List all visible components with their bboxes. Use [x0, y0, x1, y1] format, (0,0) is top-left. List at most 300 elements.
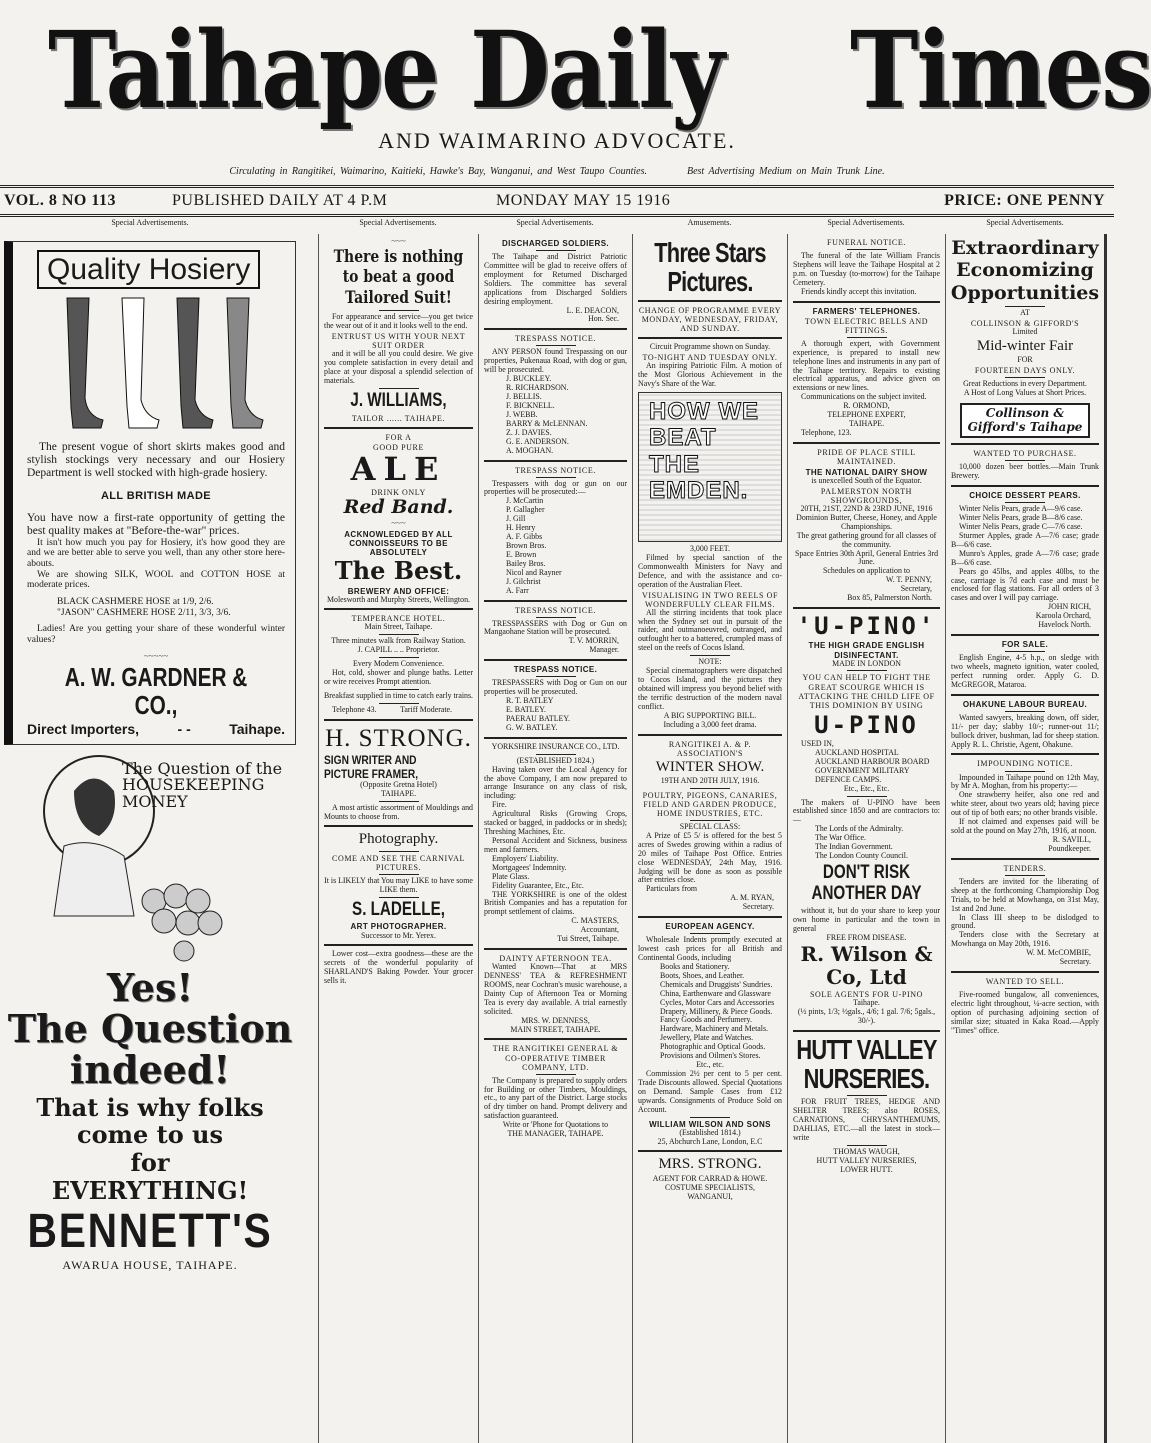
signature-line: Tui Street, Taihape. — [557, 934, 619, 944]
centered-line: J. CAPILL .. .. Proprietor. — [357, 645, 440, 655]
list-item: Chemicals and Druggists' Sundries. — [660, 979, 773, 989]
paragraph: In Class III sheep to be dislodged to ground. — [951, 912, 1099, 931]
centered-line: TAIHAPE. — [848, 419, 885, 429]
display-heading: WINTER SHOW. — [655, 758, 765, 775]
best-medium-text: Best Advertising Medium on Main Trunk Line. — [686, 166, 885, 177]
centered-line: LOWER HUTT. — [840, 1164, 893, 1174]
notice-subheading: FUNERAL NOTICE. — [827, 238, 906, 247]
signature-line: Secretary, — [900, 584, 932, 594]
centered-line: AGENT FOR CARRAD & HOWE. — [652, 1173, 768, 1183]
product-name: 'U-PINO' — [796, 612, 937, 641]
notice-subheading: PALMERSTON NORTH SHOWGROUNDS, — [820, 486, 913, 505]
list-item: PAERAU BATLEY. — [506, 713, 571, 723]
short-rule — [379, 388, 419, 389]
centered-line: It is LIKELY that You may LIKE to have some LIKE them. — [324, 875, 473, 894]
signature-line: Manager. — [589, 645, 619, 655]
centered-line: is unexcelled South of the Equator. — [811, 475, 922, 485]
list-item: J. McCartin — [506, 496, 544, 506]
notice-subheading: IMPOUNDING NOTICE. — [977, 759, 1073, 769]
notice-subheading: RANGITIKEI A. & P. ASSOCIATION'S — [668, 739, 752, 758]
price: PRICE: ONE PENNY — [944, 192, 1105, 209]
paragraph: USED IN, — [801, 738, 834, 748]
paragraph: Munro's Apples, grade A—7/6 case; grade B—6/6 case. — [951, 548, 1099, 567]
centered-line: HUTT VALLEY NURSERIES, — [816, 1155, 917, 1165]
divider — [793, 442, 940, 444]
divider — [951, 634, 1099, 636]
signature-line: Accountant, — [580, 925, 619, 935]
signature-line: JOHN RICH, — [1048, 602, 1091, 612]
centered-line: Write or 'Phone for Quotations to — [502, 1120, 609, 1130]
paragraph: The makers of U-PINO have been established since 1850 and are contractors to:— — [793, 797, 940, 825]
paragraph: Five-roomed bungalow, all conveniences, electric light throughout, ¼-acre section, with option of purchasing adjoining section of similar size; situated in Kaka Road.—Apply "Times" office. — [951, 990, 1099, 1035]
list-item: E. BATLEY. — [506, 705, 546, 715]
column-5 — [787, 234, 945, 1443]
notice-heading: THE NATIONAL DAIRY SHOW — [805, 467, 928, 477]
list-item: The Lords of the Admiralty. — [815, 824, 904, 834]
notice-heading: DISCHARGED SOLDIERS. — [501, 239, 610, 248]
column-2 — [318, 234, 478, 1443]
list-item: H. Henry — [506, 523, 536, 533]
short-rule — [1005, 711, 1045, 712]
section-header: Special Advertisements. — [516, 218, 594, 227]
paragraph: Wholesale Indents promptly executed at lowest cash prices for all British and Continental Goods, including — [638, 935, 782, 962]
circulation-line — [0, 166, 1114, 177]
centered-line: Three minutes walk from Railway Station. — [331, 636, 466, 646]
paragraph: Telephone 43. Tariff Moderate. — [332, 704, 452, 714]
notice-heading: FOR SALE. — [1001, 640, 1049, 650]
display-heading: ALE — [350, 449, 447, 488]
paragraph: Tenders close with the Secretary at Mowhanga on May 20th, 1916. — [951, 930, 1099, 949]
short-rule — [847, 1095, 887, 1096]
short-rule — [1005, 306, 1045, 307]
divider — [793, 301, 940, 303]
advertiser-name: S. LADELLE, — [352, 898, 445, 920]
paragraph: An inspiring Patriotic Film. A motion of the Most Glorious Achievement in the Navy's Share of the War. — [638, 361, 782, 388]
paragraph: Winter Nelis Pears, grade B—8/6 case. — [959, 513, 1083, 523]
notice-subheading: TAILOR ...... TAIHAPE. — [351, 413, 446, 423]
all-british-made: ALL BRITISH MADE — [100, 489, 212, 502]
short-rule — [1005, 875, 1045, 876]
divider — [638, 916, 782, 918]
list-item: China, Earthenware and Glassware — [660, 988, 771, 998]
centered-line: Breakfast supplied in time to catch early trains. — [324, 691, 473, 701]
question-indeed-heading: The Question indeed! — [7, 1005, 293, 1092]
signature-line: Karoola Orchard, — [1035, 611, 1091, 621]
display-heading: The Best. — [334, 555, 463, 585]
short-rule — [379, 801, 419, 802]
display-heading: Mid-winter Fair — [976, 338, 1074, 355]
centered-line: AT — [1020, 308, 1030, 318]
paragraph: Lower cost—extra goodness—these are the secrets of the wonderful popularity of SHARLAND'S Baking Powder. Your grocer sells it. — [324, 949, 473, 986]
list-item: Hardware, Machinery and Metals. — [660, 1024, 769, 1034]
short-rule — [1005, 460, 1045, 461]
divider — [324, 608, 473, 610]
paragraph: The funeral of the late William Francis Stephens will leave the Taihape Hospital at 2 p.m. on Tuesday (to-morrow) for the Taihape Cemetery. — [793, 251, 940, 287]
divider — [951, 443, 1099, 445]
short-rule — [690, 1117, 730, 1118]
divider — [324, 944, 473, 946]
list-item: A. F. Gibbs — [506, 532, 543, 542]
volume-number: VOL. 8 NO 113 — [4, 192, 116, 209]
gardner-town: Taihape. — [229, 720, 285, 737]
centered-line: MADE IN LONDON — [832, 658, 901, 668]
list-item: E. Brown — [506, 549, 537, 559]
dashes: - - — [177, 720, 191, 737]
short-rule — [536, 250, 576, 251]
notice-subheading: TENDERS. — [1003, 863, 1047, 873]
centered-line: NOTE: — [698, 657, 722, 667]
short-rule — [690, 820, 730, 821]
notice-subheading: VISUALISING IN TWO REELS OF WONDERFULLY CLEAR FILMS. — [641, 590, 779, 609]
paragraph: Pears go 45lbs, and apples 40lbs, to the case, carriage is 7d each case and must be enclosed for flag stations. For all orders of 3 cases and over I will pay carriage. — [951, 566, 1099, 603]
centered-line: Etc., Etc., Etc. — [843, 783, 890, 793]
paragraph: Impounded in Taihape pound on 12th May, by Mr A. Moghan, from his property:— — [951, 772, 1099, 791]
bennetts-name: BENNETT'S — [27, 1205, 273, 1259]
short-rule — [1005, 502, 1045, 503]
short-rule — [536, 477, 576, 478]
centered-line: Including a 3,000 feet drama. — [663, 719, 757, 729]
list-item: J. BUCKLEY. — [506, 374, 552, 384]
everything-text: EVERYTHING! — [51, 1175, 249, 1205]
short-rule — [690, 655, 730, 656]
film-poster: HOW WE BEAT THE EMDEN. — [638, 392, 782, 542]
gardner-name: A. W. GARDNER & CO., — [64, 661, 248, 721]
housekeeping-money-illustration — [4, 751, 296, 961]
published-daily: PUBLISHED DAILY AT 4 P.M — [172, 192, 388, 209]
list-item: Photographic and Optical Goods. — [660, 1042, 766, 1052]
list-item: J. Gill — [506, 514, 526, 524]
paragraph: Commission 2½ per cent to 5 per cent. Trade Discounts allowed. Special Quotations on Demand. Sample Cases from £12 upwards. Consignments of Produce Sold on Account. — [638, 1068, 782, 1114]
gardner-footer — [27, 722, 285, 738]
divider — [484, 460, 627, 462]
paragraph: Employers' Liability. — [492, 853, 559, 863]
section-header: Special Advertisements. — [111, 218, 189, 227]
why-folks-text: That is why folks — [36, 1092, 264, 1122]
list-item: AUCKLAND HOSPITAL — [815, 747, 899, 757]
column-3 — [478, 234, 632, 1443]
paragraph: A most artistic assortment of Mouldings and Mounts to choose from. — [324, 802, 473, 821]
notice-subheading: YOU CAN HELP TO FIGHT THE GREAT SCOURGE WHICH IS ATTACKING THE CHILD LIFE OF THIS DOMINION BY USING — [798, 673, 935, 710]
notice-heading: BREWERY AND OFFICE: — [347, 586, 450, 596]
centered-line: 25, Abchurch Lane, London, E.C — [657, 1136, 763, 1146]
paragraph: Filmed by special sanction of the Commonwealth Ministers for Navy and Defence, and with the assistance and co-operation of the Australian Fleet. — [638, 552, 782, 589]
hose-price: BLACK CASHMERE HOSE at 1/9, 2/6. — [57, 596, 214, 607]
paragraph: Mortgagees' Indemnity. — [492, 862, 567, 872]
centered-line: TAIHAPE. — [380, 788, 417, 798]
paragraph: The Company is prepared to supply orders for Building or other Timbers, Mouldings, etc., to any part of the District. Large stocks of dry timber on hand. Prompt delivery and satisfaction guaranteed. — [484, 1075, 627, 1121]
list-item: A. Farr — [506, 585, 529, 595]
paragraph: If not claimed and expenses paid will be sold at the pound on May 27th, 1916, at noon. — [951, 817, 1099, 836]
notice-heading: WILLIAM WILSON AND SONS — [649, 1119, 771, 1129]
notice-subheading: TEMPERANCE HOTEL. — [351, 614, 446, 624]
notice-subheading: TO-NIGHT AND TUESDAY ONLY. — [642, 353, 778, 363]
list-item: The London County Council. — [815, 851, 908, 861]
masthead-word-times: Times — [850, 8, 1151, 133]
notice-heading: OHAKUNE LABOUR BUREAU. — [962, 699, 1088, 709]
short-rule — [379, 689, 419, 690]
divider — [484, 328, 627, 330]
section-header: Special Advertisements. — [359, 218, 437, 227]
display-heading: HUTT VALLEY NURSERIES. — [796, 1034, 937, 1094]
list-item: Drapery, Millinery, & Piece Goods. — [660, 1006, 773, 1016]
short-rule — [536, 754, 576, 755]
centered-line: MRS. W. DENNESS, — [521, 1015, 590, 1025]
centered-line: (½ pints, 1/3; ½gals., 4/6; 1 gal. 7/6; 5gals., 30/-). — [797, 1007, 936, 1026]
paragraph: Wanted sawyers, breaking down, off sider, 11/- per day; slabby 10/-; runner-out 11/; bullock driver, bushman, lad for sheep station. Apply R. L. Christie, Agent, Ohakune. — [951, 712, 1099, 749]
list-item: Brown Bros. — [506, 540, 547, 550]
short-rule — [379, 703, 419, 704]
centered-line: COSTUME SPECIALISTS, — [665, 1182, 755, 1192]
yes-heading: Yes! — [106, 964, 194, 1010]
divider — [484, 737, 627, 739]
centered-line: WANGANUI, — [687, 1191, 733, 1201]
brand-name: Red Band. — [343, 495, 454, 518]
notice-heading: THE HIGH GRADE ENGLISH DISINFECTANT. — [808, 641, 925, 660]
short-rule — [536, 1074, 576, 1075]
paragraph: The Taihape and District Patriotic Committee will be glad to receive offers of employment for Returned Discharged Soldiers. The committee has several applications from Discharged Soldiers desiring employment. — [484, 252, 627, 306]
paragraph: Telephone, 123. — [801, 427, 852, 437]
divider — [0, 214, 1114, 217]
signature-line: Secretary. — [1059, 957, 1091, 967]
display-heading: Extraordinary Economizing Opportunities — [950, 237, 1100, 304]
advertiser-name: R. Wilson & Co, Ltd — [800, 942, 933, 990]
centered-line: Etc., etc. — [696, 1060, 724, 1070]
centered-line: THE MANAGER, TAIHAPE. — [507, 1129, 604, 1139]
notice-heading: CHOICE DESSERT PEARS. — [969, 491, 1081, 501]
paragraph: Winter Nelis Pears, grade C—7/6 case. — [959, 521, 1083, 531]
signature-line: R. SAVILL, — [1052, 834, 1091, 844]
list-item: BARRY & McLENNAN. — [506, 418, 588, 428]
short-rule — [379, 851, 419, 852]
list-item: R. RICHARDSON. — [506, 383, 569, 393]
column-6 — [945, 234, 1107, 1443]
list-item: Boots, Shoes, and Leather. — [660, 970, 745, 980]
paragraph: Hot, cold, shower and plunge baths. Letter or wire receives Prompt attention. — [324, 668, 473, 687]
divider — [484, 600, 627, 602]
short-rule — [379, 897, 419, 898]
centered-line: FOR — [1017, 355, 1033, 365]
list-item: G. E. ANDERSON. — [506, 436, 569, 446]
list-item: Fancy Goods and Perfumery. — [660, 1015, 752, 1025]
centered-line: TELEPHONE EXPERT, — [827, 410, 906, 420]
notice-subheading: WANTED TO SELL. — [985, 977, 1065, 987]
paragraph: Winter Nelis Pears, grade A—9/6 case. — [959, 504, 1083, 514]
masthead-word-taihape: Taihape — [48, 8, 438, 133]
list-item: Jewellery, Plate and Watches. — [660, 1033, 754, 1043]
paragraph: One strawberry heifer, also one red and white steer, about two years old; having piece out of tip of both ears; no other brands visible. — [951, 790, 1099, 818]
notice-heading: EUROPEAN AGENCY. — [665, 922, 755, 932]
paragraph: TRESPASSERS with Dog or Gun on our properties will be prosecuted. — [484, 678, 627, 697]
masthead-subtitle: AND WAIMARINO ADVOCATE. — [378, 128, 736, 153]
divider — [793, 1030, 940, 1032]
signature-line: Secretary. — [742, 902, 774, 912]
paragraph: TRESSPASSERS with Dog or Gun on Mangaohane Station will be prosecuted. — [484, 618, 627, 637]
centered-line: Molesworth and Murphy Streets, Wellington. — [327, 594, 470, 604]
notice-subheading: TOWN ELECTRIC BELLS AND FITTINGS. — [804, 316, 929, 335]
short-rule — [1005, 771, 1045, 772]
issue-date: MONDAY MAY 15 1916 — [496, 192, 671, 209]
short-rule — [1005, 651, 1045, 652]
centered-line: (ESTABLISHED 1824.) — [516, 755, 595, 765]
paragraph: Particulars from — [646, 884, 698, 894]
hosiery-text: We are showing SILK, WOOL and COTTON HOSE at moderate prices. — [27, 569, 285, 591]
notice-subheading: COLLINSON & GIFFORD'S — [970, 319, 1080, 329]
notice-heading: FARMERS' TELEPHONES. — [812, 306, 921, 316]
paragraph: 10,000 dozen beer bottles.—Main Trunk Brewery. — [951, 462, 1099, 481]
issue-info-row — [0, 190, 1105, 214]
list-item: The Indian Government. — [815, 842, 893, 852]
notice-heading: ART PHOTOGRAPHER. — [350, 922, 447, 932]
list-item: The War Office. — [815, 833, 866, 843]
ornament: ~~~~~ — [143, 650, 169, 661]
list-item: G. W. BATLEY. — [506, 722, 558, 732]
short-rule — [847, 249, 887, 250]
notice-subheading: DRINK ONLY — [371, 487, 426, 497]
centered-line: (Opposite Gretna Hotel) — [360, 779, 437, 789]
notice-subheading: POULTRY, PIGEONS, CANARIES, FIELD AND GARDEN PRODUCE, HOME INDUSTRIES, ETC. — [642, 790, 778, 818]
masthead-word-daily: Daily — [470, 8, 723, 133]
centered-line: FREE FROM DISEASE. — [826, 932, 907, 942]
list-item: R. T. BATLEY — [506, 696, 554, 706]
list-item: AUCKLAND HARBOUR BOARD — [815, 756, 930, 766]
display-heading: Photography. — [358, 831, 439, 848]
hose-price: "JASON" CASHMERE HOSE 2/11, 3/3, 3/6. — [57, 607, 231, 618]
centered-line: YORKSHIRE INSURANCE CO., LTD. — [491, 741, 620, 751]
centered-line: R. ORMOND, — [843, 401, 890, 411]
column-4 — [632, 234, 787, 1443]
signature-line: Hon. Sec. — [588, 314, 619, 324]
signature-line: A. M. RYAN, — [730, 893, 774, 903]
short-rule — [379, 310, 419, 311]
notice-heading: TRESPASS NOTICE. — [513, 665, 598, 675]
short-rule — [847, 796, 887, 797]
short-rule — [690, 788, 730, 789]
hosiery-vogue-text: The present vogue of short skirts makes good and stylish stockings very necessary and our Hosiery Department is well stocked with high-grade hosiery. — [27, 441, 285, 479]
list-item: Bailey Bros. — [506, 558, 546, 568]
display-heading: Three Stars Pictures. — [654, 237, 766, 297]
hosiery-advertisement — [4, 241, 296, 745]
centered-line: 20TH, 21ST, 22ND & 23RD JUNE, 1916 — [800, 503, 933, 513]
notice-subheading: TRESPASS NOTICE. — [515, 605, 596, 615]
paragraph: English Engine, 4-5 h.p., on sledge with two wheels, magneto ignition, water cooled, perfect running order. Apply G. D. McGREGOR, Mataroa. — [951, 653, 1099, 689]
notice-subheading: FOURTEEN DAYS ONLY. — [974, 366, 1076, 376]
paragraph: Sturmer Apples, grade A—7/6 case; grade B—6/6 case. — [951, 530, 1099, 549]
notice-subheading: COME AND SEE THE CARNIVAL PICTURES. — [332, 853, 465, 872]
awarua-house-address: AWARUA HOUSE, TAIHAPE. — [62, 1257, 238, 1272]
ornament: ~~~ — [391, 236, 406, 246]
signature-line: C. MASTERS, — [571, 916, 619, 926]
notice-subheading: PRIDE OF PLACE STILL MAINTAINED. — [817, 447, 916, 466]
paragraph: Friends kindly accept this invitation. — [801, 286, 917, 296]
paragraph: Trespassers with dog or gun on our properties will be prosecuted:— — [484, 478, 627, 497]
short-rule — [847, 670, 887, 671]
short-rule — [536, 617, 576, 618]
signature-line: Box 85, Palmerston North. — [847, 593, 932, 603]
notice-subheading: TRESPASS NOTICE. — [515, 465, 596, 475]
divider — [638, 337, 782, 339]
column-1 — [0, 234, 304, 1443]
centered-line: Successor to Mr. Yerex. — [361, 930, 436, 940]
paragraph: For appearance and service—you get twice the wear out of it and it looks well to the end. — [324, 312, 473, 331]
divider — [324, 427, 473, 429]
divider — [324, 719, 473, 721]
advertiser-subtitle: SIGN WRITER AND PICTURE FRAMER, — [324, 753, 419, 781]
notice-subheading: WANTED TO PURCHASE. — [973, 449, 1077, 459]
section-header: Special Advertisements. — [827, 218, 905, 227]
signature-line: W. M. McCOMBIE, — [1026, 948, 1091, 958]
display-heading: There is nothing to beat a good Tailored Suit! — [333, 247, 464, 308]
paragraph: Agricultural Risks (Growing Crops, stacked or bagged, in paddocks or in sheds); Threshing Machines, Etc. — [484, 809, 627, 837]
short-rule — [690, 933, 730, 934]
divider — [951, 858, 1099, 860]
notice-subheading: SOLE AGENTS FOR U-PINO — [810, 990, 923, 1000]
paragraph: Fidelity Guarantee, Etc., Etc. — [492, 880, 584, 890]
notice-subheading: FOR A — [385, 432, 412, 442]
divider — [324, 825, 473, 827]
paragraph: Fire. — [492, 800, 507, 810]
centered-line: Taihape. — [853, 998, 880, 1008]
paragraph: All the stirring incidents that took place when the Sydney set out in pursuit of the raider, and outmanoeuvred, outranged, and outfought her to a battered, crumpled mass of steel on the reefs of Cocos Island. — [638, 607, 782, 653]
paragraph: Special cinematographers were dispatched to Cocos Island, and the pictures they obtained will impress you beyond belief with the terrific destruction of the modern naval conflict. — [638, 666, 782, 711]
short-rule — [1005, 988, 1045, 989]
paragraph: Communications on the subject invited. — [801, 392, 927, 402]
centered-line: Space Entries 30th April, General Entries 3rd June. — [794, 548, 939, 567]
short-rule — [379, 634, 419, 635]
centered-line: A Host of Long Values at Short Prices. — [963, 388, 1087, 398]
list-item: GOVERNMENT MILITARY DEFENCE CAMPS. — [815, 765, 910, 784]
centered-line: Main Street, Taihape. — [364, 622, 433, 632]
centered-line: (Established 1814.) — [679, 1127, 741, 1137]
centered-line: A BIG SUPPORTING BILL. — [663, 710, 757, 720]
list-item: J. WEBB. — [506, 409, 538, 419]
short-rule — [847, 337, 887, 338]
signature-line: W. T. PENNY, — [886, 575, 932, 585]
divider — [951, 971, 1099, 973]
short-rule — [1005, 377, 1045, 378]
divider — [0, 185, 1114, 188]
section-header: Special Advertisements. — [986, 218, 1064, 227]
notice-subheading: ENTRUST US WITH YOUR NEXT SUIT ORDER — [331, 332, 466, 351]
short-rule — [847, 1145, 887, 1146]
paragraph: Personal Accident and Sickness, business men and farmers. — [484, 836, 627, 854]
paragraph: Having taken over the Local Agency for the above Company, I am now prepared to arrange Insurance on any class of risk, including: — [484, 764, 627, 801]
notice-subheading: DAINTY AFTERNOON TEA. — [499, 954, 612, 964]
list-item: Cycles, Motor Cars and Accessories — [660, 997, 775, 1007]
centered-line: Great Reductions in every Department. — [963, 379, 1087, 389]
short-rule — [536, 345, 576, 346]
centered-line: Schedules on application to — [823, 566, 910, 576]
direct-importers: Direct Importers, — [27, 720, 140, 737]
signature-line: T. V. MORRIN, — [568, 636, 619, 646]
list-item: J. Gilchrist — [506, 576, 541, 586]
notice-subheading: TRESPASS NOTICE. — [515, 334, 596, 344]
divider — [638, 734, 782, 736]
advertiser-name: DON'T RISK ANOTHER DAY — [811, 861, 922, 904]
paragraph: and it will be all you could desire. We give you complete satisfaction in every detail and place at your disposal a splendid selection of materials. — [324, 349, 473, 385]
housekeeping-money-title: The Question of the HOUSEKEEPING MONEY — [122, 758, 283, 812]
list-item: Books and Stationery. — [660, 961, 730, 971]
centered-line: Dominion Butter, Cheese, Honey, and Apple Championships. — [796, 512, 937, 531]
centered-line: SPECIAL CLASS: — [679, 821, 741, 831]
short-rule — [379, 874, 419, 875]
list-item: Provisions and Oilmen's Stores. — [660, 1051, 761, 1061]
centered-line: 3,000 FEET. — [690, 543, 730, 553]
divider — [951, 485, 1099, 487]
hosiery-text: It isn't how much you pay for Hosiery, it's how good they are and we are better able to serve you well, than any other store here-abouts. — [27, 537, 285, 570]
centered-line: MAIN STREET, TAIHAPE. — [510, 1024, 601, 1034]
product-name: U-PINO — [814, 710, 919, 739]
centered-line: 19TH AND 20TH JULY, 1916. — [660, 775, 760, 785]
